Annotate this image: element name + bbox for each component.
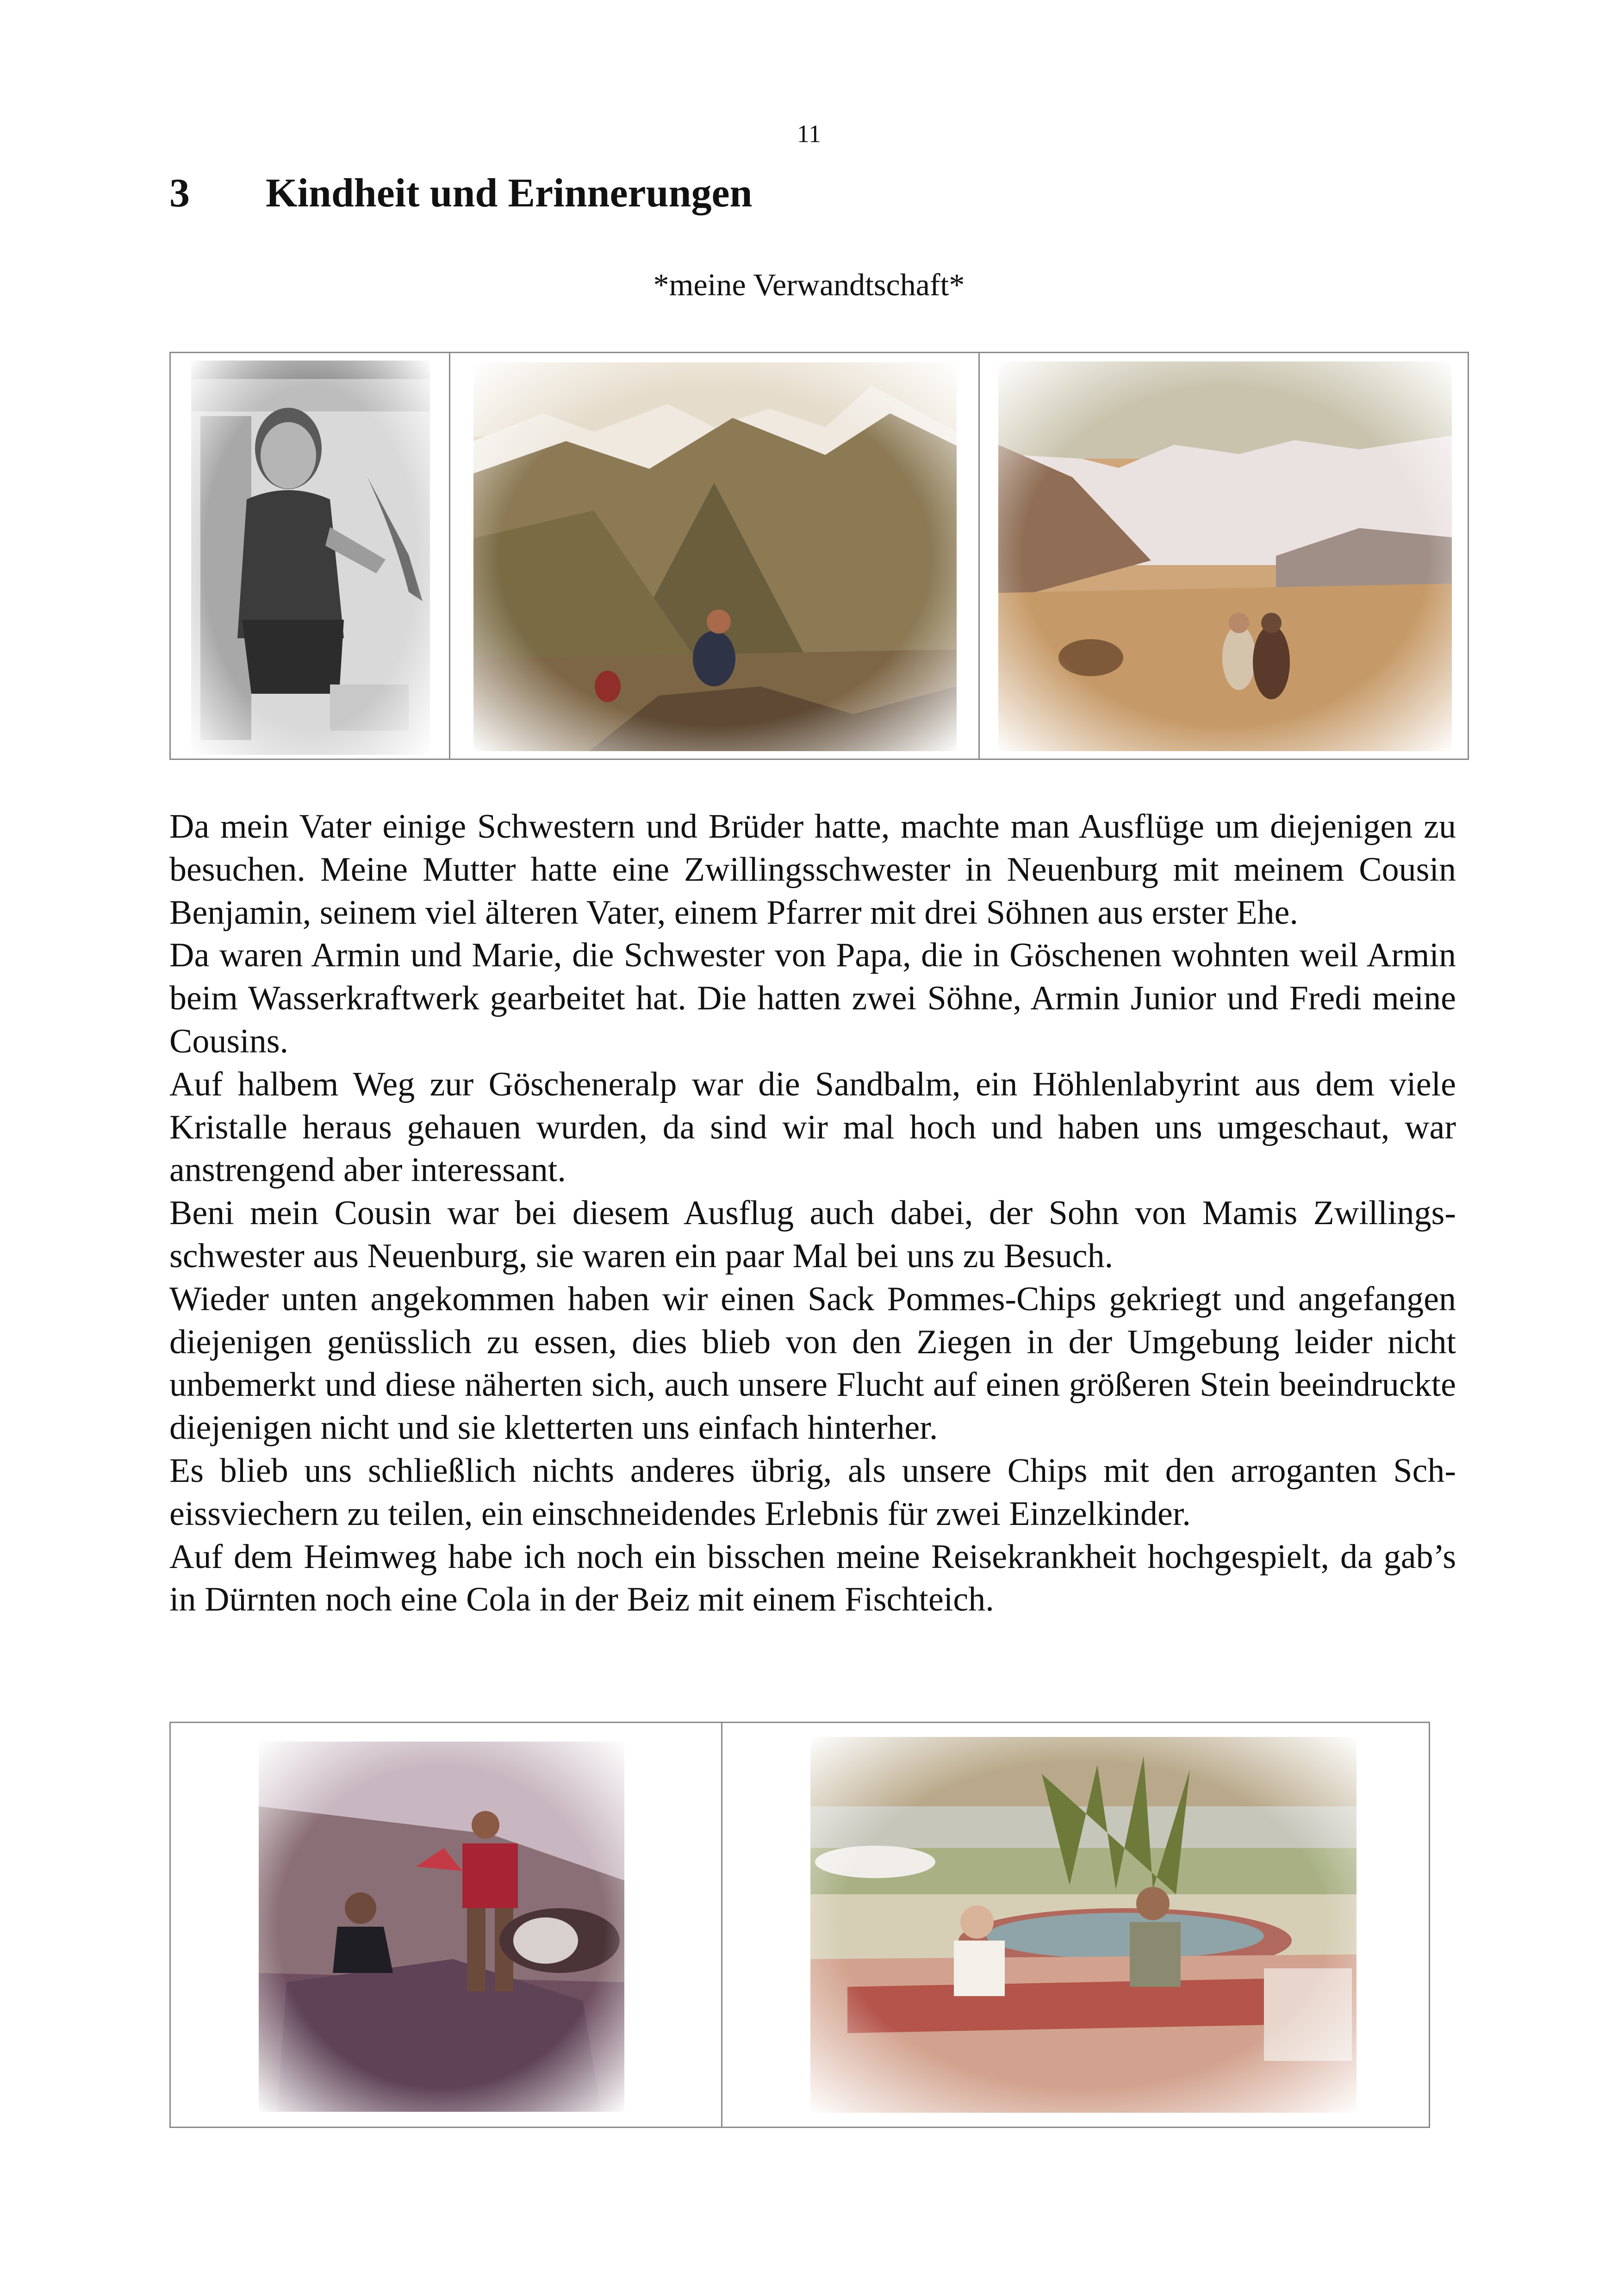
paragraph: Auf dem Heimweg habe ich noch ein bisschen meine Reisekrankheit hochgespielt, da gab’s in Dürnten noch eine Cola in der Beiz mit einem Fischteich. — [169, 1537, 1456, 1619]
photo-cell — [450, 353, 980, 759]
photo-goat-icon — [259, 1742, 624, 2112]
photo-table-top — [169, 352, 1469, 760]
photo-cell — [722, 1723, 1429, 2127]
paragraph: Es blieb uns schließlich nichts anderes übrig, als unsere Chips mit den arroganten Scheissviechern zu teilen, ein einschneidendes Erlebnis für zwei Einzelkinder. — [169, 1451, 1456, 1533]
photo-meadow-icon — [998, 361, 1452, 751]
chapter-heading — [169, 171, 752, 216]
page-number: 11 — [797, 120, 821, 148]
photo-boy-icon — [191, 361, 430, 755]
chapter-title: Kindheit und Erinnerungen — [266, 171, 753, 216]
photo-cell — [171, 353, 450, 759]
photo-fountain-icon — [810, 1737, 1357, 2113]
paragraph: Da waren Armin und Marie, die Schwester von Papa, die in Göschenen wohnten weil Armin beim Wasserkraftwerk gearbeitet hat. Die hatten zwei Söhne, Armin Junior und Fredi meine Cousins. — [169, 936, 1456, 1060]
chapter-number: 3 — [169, 171, 190, 216]
paragraph: Auf halbem Weg zur Göscheneralp war die Sandbalm, ein Höhlenlabyrint aus dem viele Kristalle heraus gehauen wurden, da sind wir mal hoch und haben uns umgeschaut, war anstrengend aber interessant. — [169, 1065, 1456, 1189]
paragraph: Beni mein Cousin war bei diesem Ausflug auch dabei, der Sohn von Mamis Zwillingsschwester aus Neuenburg, sie waren ein paar Mal bei uns zu Besuch. — [169, 1194, 1456, 1275]
section-subtitle: *meine Verwandtschaft* — [653, 267, 965, 302]
photo-table-bottom — [169, 1722, 1430, 2128]
photo-cell — [171, 1723, 722, 2127]
body-text — [169, 805, 1456, 1621]
photo-cell — [980, 353, 1468, 759]
paragraph: Da mein Vater einige Schwestern und Brüder hatte, machte man Ausflüge um diejenigen zu besuchen. Meine Mutter hatte eine Zwillingsschwester in Neuenburg mit meinem Cousin Benjamin, seinem viel älteren Vater, einem Pfarrer mit drei Söhnen aus erster Ehe. — [169, 808, 1456, 932]
paragraph: Wieder unten angekommen haben wir einen Sack Pommes-Chips gekriegt und angefangen diejenigen genüsslich zu essen, dies blieb von den Ziegen in der Umgebung leider nicht unbemerkt und diese näherten sich, auch unsere Flucht auf einen größeren Stein beeindruckte diejenigen nicht und sie kletterten uns einfach hinterher. — [169, 1280, 1456, 1447]
photo-mountain-icon — [473, 362, 957, 751]
